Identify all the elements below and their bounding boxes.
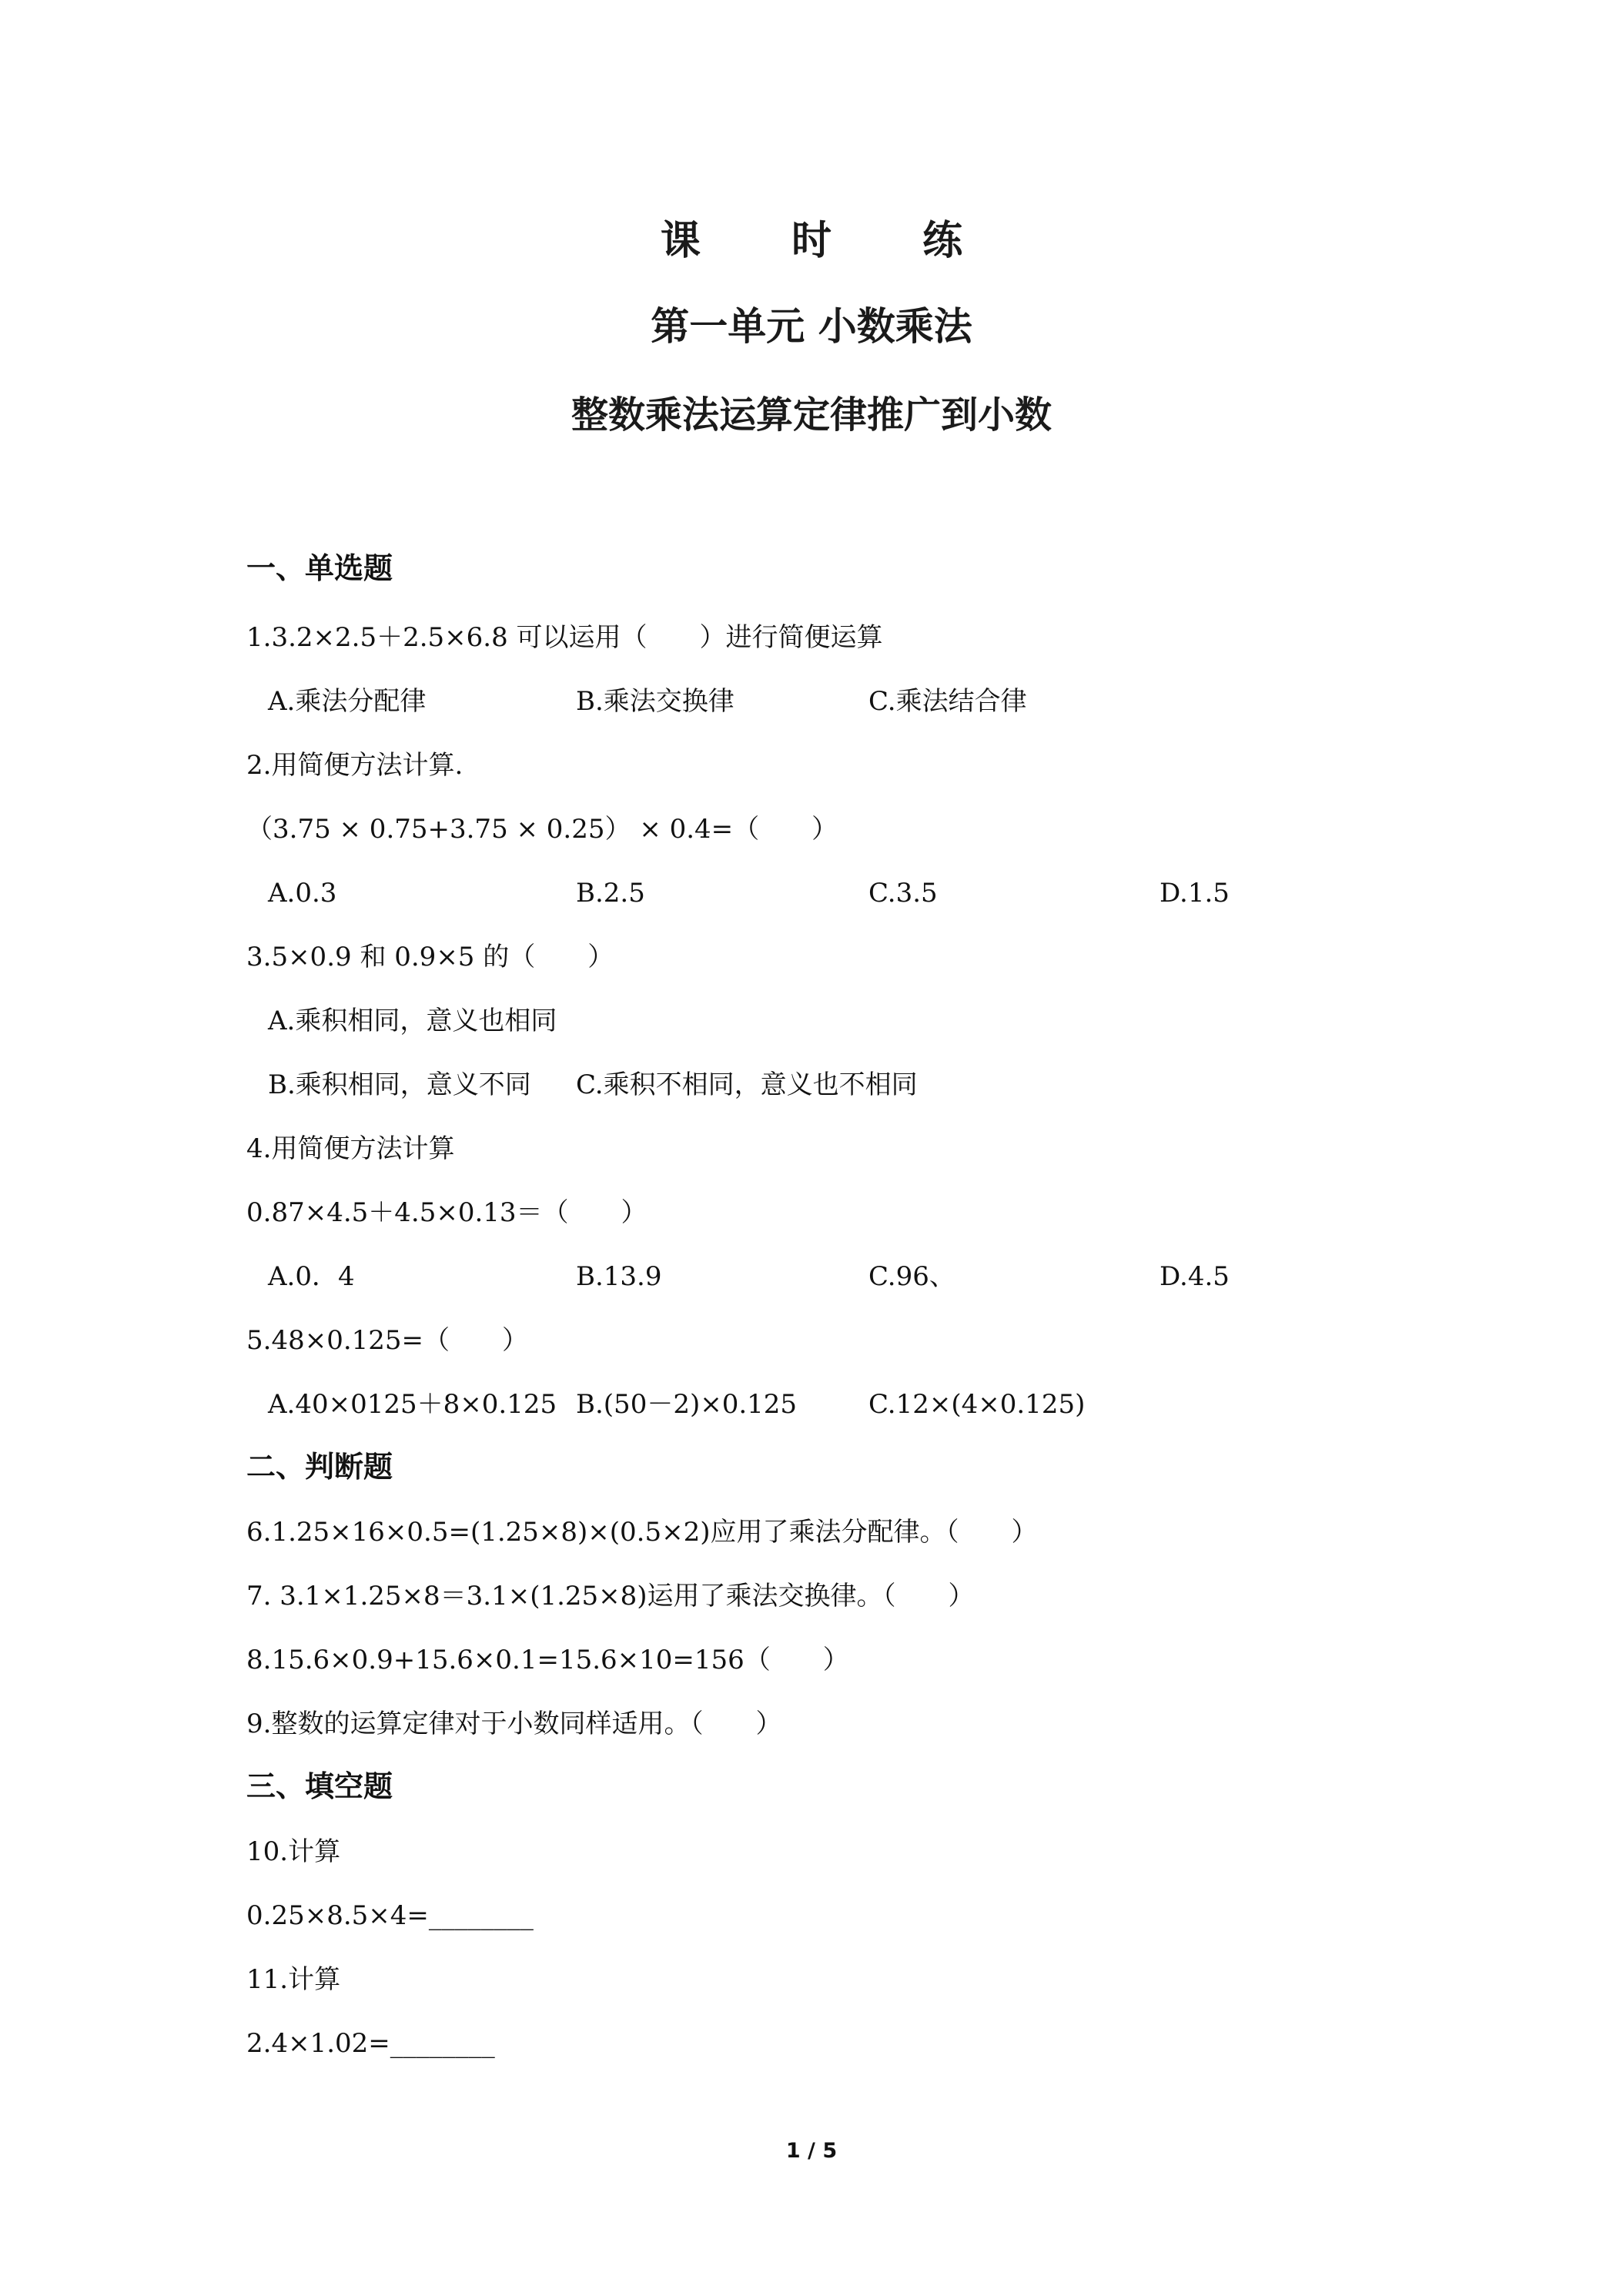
question-5-stem: 5.48×0.125=（ ） (246, 1325, 529, 1356)
question-4-option-d: D.4.5 (1160, 1261, 1230, 1292)
question-2-option-a: A.0.3 (268, 878, 337, 909)
question-1-option-c: C.乘法结合律 (868, 686, 1027, 717)
question-1-stem: 1.3.2×2.5＋2.5×6.8 可以运用（ ）进行简便运算 (246, 622, 883, 653)
page-title: 课 时 练 (660, 218, 1002, 264)
question-9-stem: 9.整数的运算定律对于小数同样适用。（ ） (246, 1709, 782, 1739)
question-3-stem: 3.5×0.9 和 0.9×5 的（ ） (246, 942, 614, 972)
question-3-option-a: A.乘积相同，意义也相同 (268, 1006, 557, 1036)
question-5-option-b: B.(50－2)×0.125 (576, 1389, 798, 1420)
question-2-option-d: D.1.5 (1160, 878, 1230, 909)
question-4-option-a: A.0．4 (268, 1261, 355, 1292)
question-3-option-b: B.乘积相同，意义不同 (268, 1069, 531, 1100)
question-4-option-b: B.13.9 (576, 1261, 662, 1292)
question-2-expression: （3.75 × 0.75+3.75 × 0.25） × 0.4=（ ） (246, 814, 838, 845)
section-heading-true-false: 二、判断题 (246, 1450, 393, 1484)
question-2-option-b: B.2.5 (576, 878, 645, 909)
question-1-option-b: B.乘法交换律 (576, 686, 735, 717)
question-2-stem: 2.用简便方法计算. (246, 750, 463, 781)
question-4-option-c: C.96、 (868, 1261, 955, 1292)
question-7-stem: 7. 3.1×1.25×8＝3.1×(1.25×8)运用了乘法交换律。（ ） (246, 1581, 975, 1612)
question-6-stem: 6.1.25×16×0.5=(1.25×8)×(0.5×2)应用了乘法分配律。（ ） (246, 1517, 1038, 1548)
question-11-stem: 11.计算 (246, 1964, 341, 1995)
page-number: 1 / 5 (785, 2139, 838, 2163)
question-4-stem: 4.用简便方法计算 (246, 1133, 455, 1164)
question-3-option-c: C.乘积不相同，意义也不相同 (576, 1069, 918, 1100)
question-1-option-a: A.乘法分配律 (268, 686, 427, 717)
question-5-option-a: A.40×0125＋8×0.125 (268, 1389, 557, 1420)
unit-title: 第一单元 小数乘法 (651, 304, 972, 349)
section-heading-single-choice: 一、单选题 (246, 551, 393, 585)
question-10-stem: 10.计算 (246, 1836, 341, 1867)
question-4-expression: 0.87×4.5＋4.5×0.13＝（ ） (246, 1197, 648, 1228)
question-2-option-c: C.3.5 (868, 878, 938, 909)
question-11-expression: 2.4×1.02=________ (246, 2028, 495, 2059)
question-8-stem: 8.15.6×0.9+15.6×0.1=15.6×10=156（ ） (246, 1645, 849, 1675)
question-10-expression: 0.25×8.5×4=________ (246, 1900, 534, 1931)
section-heading-fill-blank: 三、填空题 (246, 1769, 393, 1803)
lesson-title: 整数乘法运算定律推广到小数 (571, 393, 1052, 437)
question-5-option-c: C.12×(4×0.125) (868, 1389, 1086, 1420)
